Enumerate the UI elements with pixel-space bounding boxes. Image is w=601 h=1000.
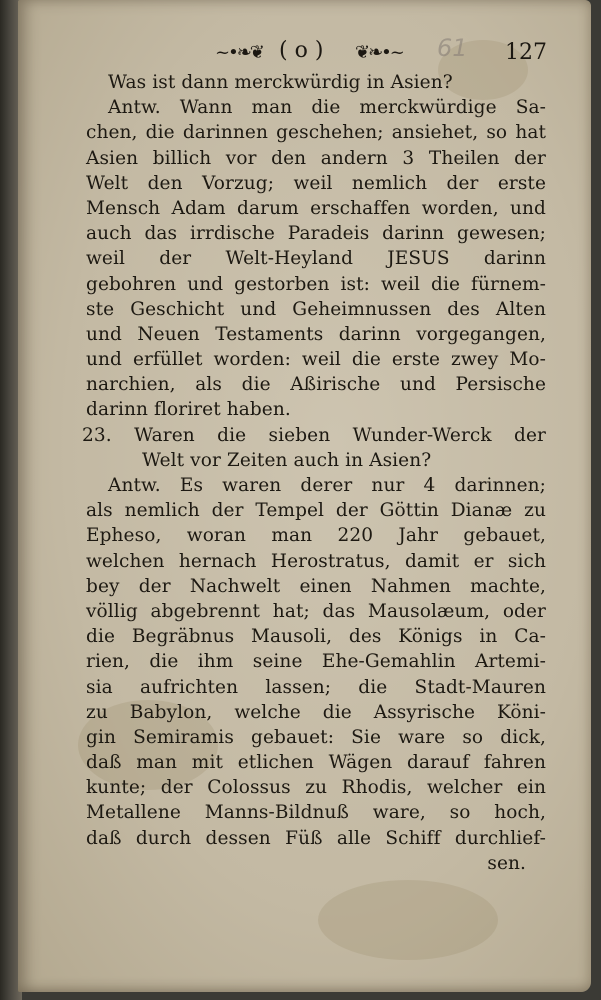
text-line: bey der Nachwelt einen Nahmen machte, <box>86 575 546 597</box>
text-line: und Neuen Testaments darinn vorgegangen, <box>86 323 546 345</box>
paper-stain <box>318 880 498 960</box>
text-line: Metallene Manns-Bildnuß ware, so hoch, <box>86 802 546 824</box>
text-line: Antw. Es waren derer nur 4 darinnen; <box>108 475 546 496</box>
text-line: darinn floriret haben. <box>86 399 291 421</box>
text-line: welchen hernach Herostratus, damit er sich <box>86 550 546 572</box>
text-line: und erfüllet worden: weil die erste zwey Mo- <box>86 349 546 371</box>
text-line: die Begräbnus Mausoli, des Königs in Ca- <box>86 626 546 648</box>
text-line: völlig abgebrennt hat; das Mausolæum, oder <box>86 600 546 622</box>
text-line: narchien, als die Aßirische und Persische <box>86 374 546 396</box>
page-mark: ( o ) <box>279 38 324 63</box>
text-line: Epheso, woran man 220 Jahr gebauet, <box>86 525 546 547</box>
text-line: sen. <box>487 852 526 874</box>
text-line: gebohren und gestorben ist: weil die fürnem- <box>86 273 546 295</box>
page-number: 127 <box>505 40 547 65</box>
text-line: chen, die darinnen geschehen; ansiehet, so hat <box>86 122 546 144</box>
text-line: zu Babylon, welche die Assyrische Köni- <box>86 701 546 723</box>
question-heading: 23. Waren die sieben Wunder-Werck der <box>82 424 546 446</box>
text-line: Antw. Wann man die merckwürdige Sa- <box>108 97 546 119</box>
question-heading: Was ist dann merckwürdig in Asien? <box>108 72 453 93</box>
page-header <box>215 36 555 70</box>
text-line: als nemlich der Tempel der Göttin Dianæ zu <box>86 500 546 522</box>
text-line: daß man mit etlichen Wägen darauf fahren <box>86 752 546 774</box>
text-line: Welt den Vorzug; weil nemlich der erste <box>86 172 546 194</box>
question-heading: Welt vor Zeiten auch in Asien? <box>142 449 432 471</box>
handwritten-note: 61 <box>437 34 468 62</box>
text-line: ste Geschicht und Geheimnussen des Alten <box>86 298 546 320</box>
text-line: Mensch Adam darum erschaffen worden, und <box>86 197 546 219</box>
text-line: auch das irrdische Paradeis darinn gewesen; <box>86 223 546 245</box>
text-line: kunte; der Colossus zu Rhodis, welcher ein <box>86 777 546 799</box>
body-text <box>82 70 546 876</box>
text-line: gin Semiramis gebauet: Sie ware so dick, <box>86 726 546 748</box>
text-line: Asien billich vor den andern 3 Theilen der <box>86 147 546 169</box>
text-line: daß durch dessen Füß alle Schiff durchlief- <box>86 827 546 849</box>
ornament-right: ❦❧•~ <box>355 42 403 63</box>
text-line: sia aufrichten lassen; die Stadt-Mauren <box>86 676 546 698</box>
ornament-left: ~•❧❦ <box>215 42 263 63</box>
text-line: rien, die ihm seine Ehe-Gemahlin Artemi- <box>86 651 546 673</box>
text-line: weil der Welt-Heyland JESUS darinn <box>86 248 546 270</box>
